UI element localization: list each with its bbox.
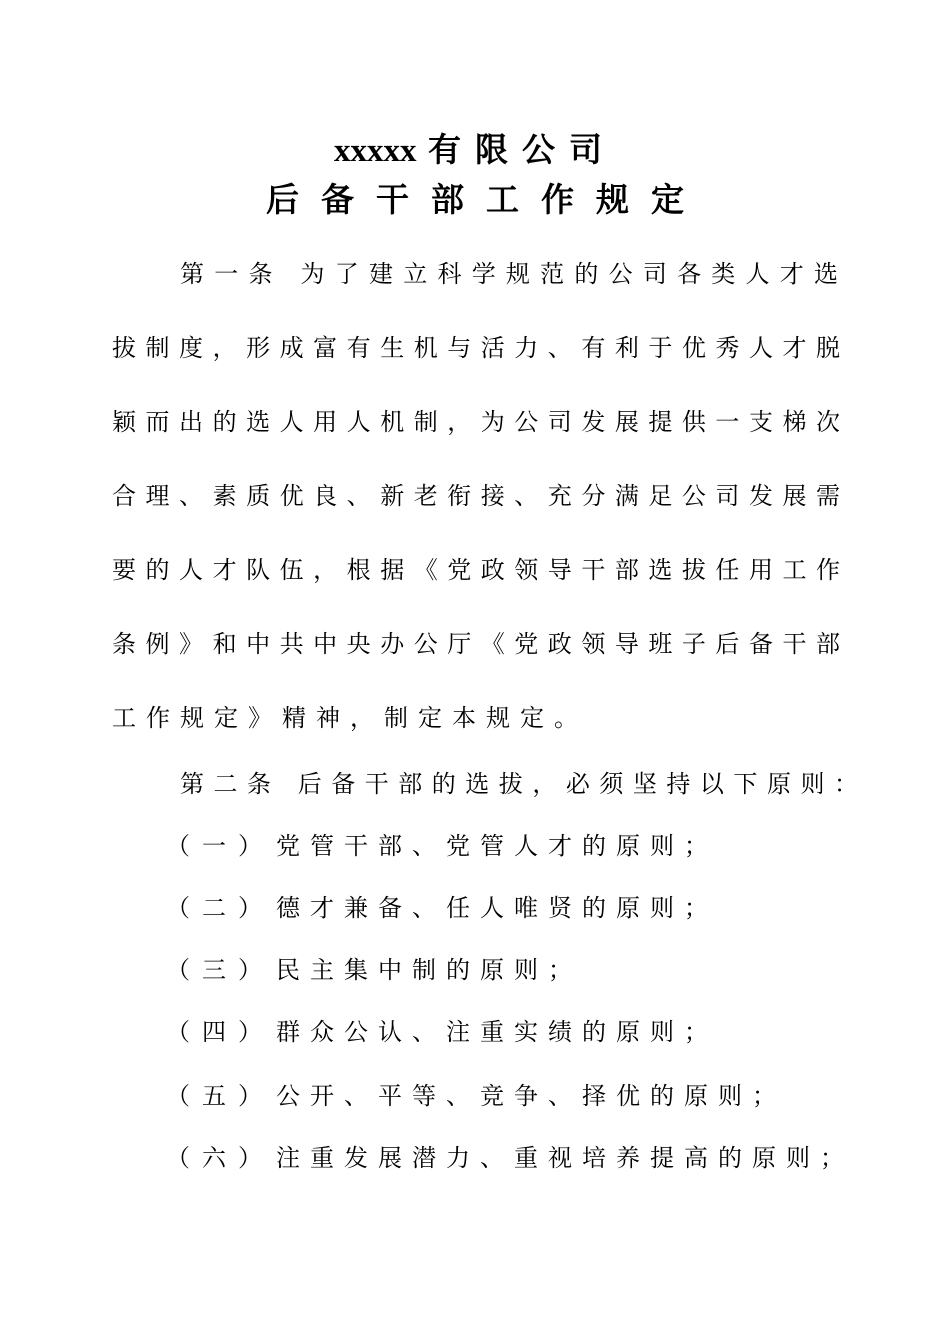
principle-text: 注重发展潜力、重视培养提高的原则； <box>276 1144 854 1172</box>
principle-text: 群众公认、注重实绩的原则； <box>276 1018 718 1046</box>
principle-text: 德才兼备、任人唯贤的原则； <box>276 894 718 922</box>
document-title: 后备干部工作规定 <box>266 180 706 219</box>
company-title <box>0 128 950 173</box>
principle-item <box>166 1080 786 1112</box>
article-1-line-3: 颖而出的选人用人机制，为公司发展提供一支梯次 <box>112 408 840 436</box>
article-1-line-1: 第一条 为了建立科学规范的公司各类人才选 <box>180 260 838 288</box>
principle-text: 民主集中制的原则； <box>276 956 582 984</box>
principle-item <box>166 830 718 862</box>
article-1-line-5: 要的人才队伍，根据《党政领导干部选拔任用工作 <box>112 556 840 584</box>
principle-number: （六） <box>166 1144 274 1172</box>
principle-text: 党管干部、党管人才的原则； <box>276 832 718 860</box>
company-name-suffix: 有限公司 <box>428 130 616 169</box>
principle-number: （五） <box>166 1082 274 1110</box>
article-2-heading: 第二条 后备干部的选拔，必须坚持以下原则： <box>180 770 858 798</box>
article-1-line-6: 条例》和中共中央办公厅《党政领导班子后备干部 <box>112 630 840 658</box>
principle-item <box>166 892 718 924</box>
principle-text: 公开、平等、竞争、择优的原则； <box>276 1082 786 1110</box>
principle-number: （四） <box>166 1018 274 1046</box>
principle-number: （三） <box>166 956 274 984</box>
principle-number: （二） <box>166 894 274 922</box>
principle-item <box>166 1016 718 1048</box>
principle-item <box>166 1142 854 1174</box>
article-1-line-7: 工作规定》精神，制定本规定。 <box>112 704 588 732</box>
company-name-latin: xxxxx <box>334 133 417 169</box>
principle-item <box>166 954 582 986</box>
principle-number: （一） <box>166 832 274 860</box>
article-1-line-2: 拔制度，形成富有生机与活力、有利于优秀人才脱 <box>112 334 840 362</box>
article-1-line-4: 合理、素质优良、新老衔接、充分满足公司发展需 <box>112 482 840 510</box>
